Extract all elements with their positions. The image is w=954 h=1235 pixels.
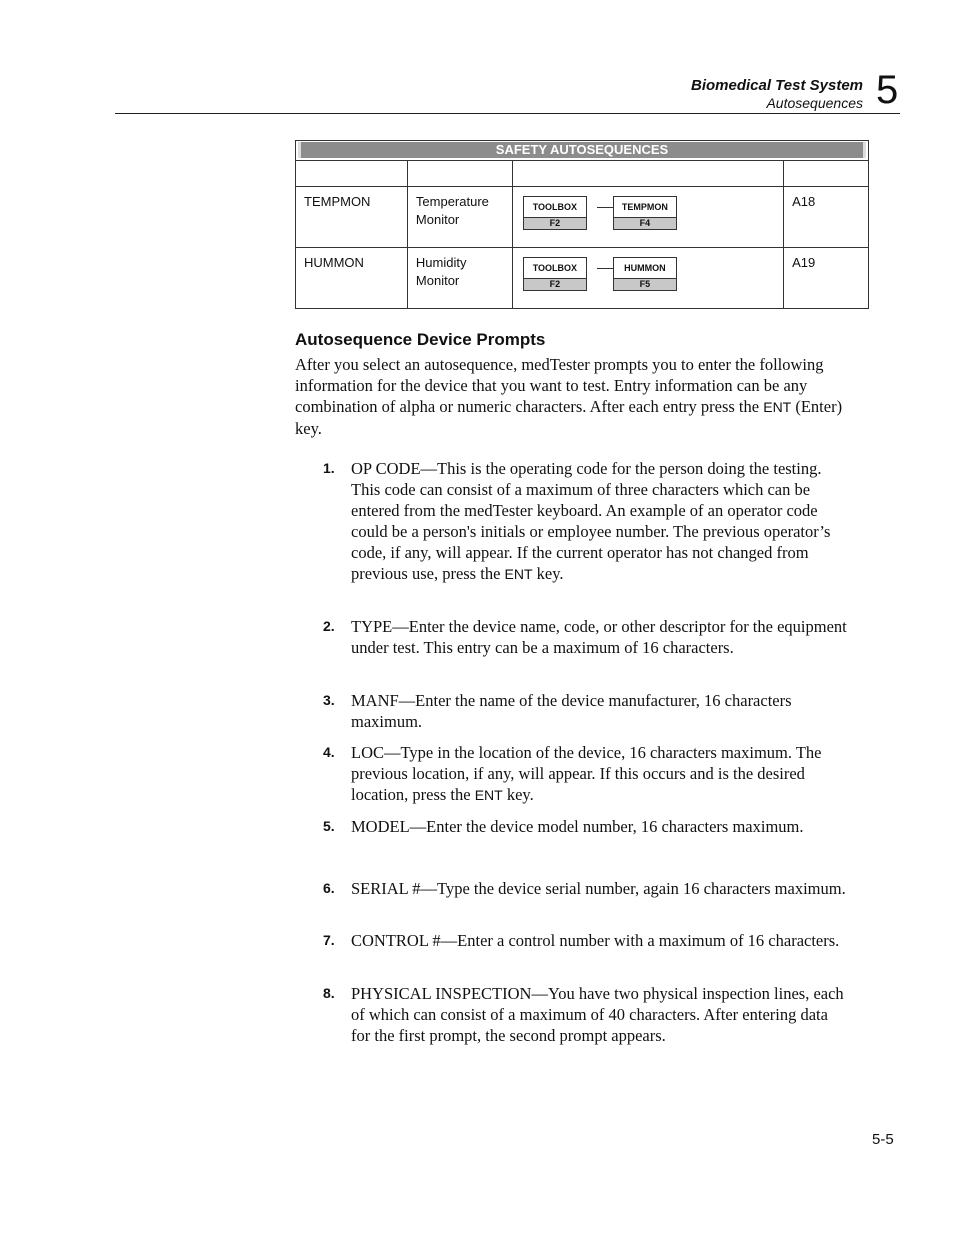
step-text: SERIAL #—Type the device serial number, again 16 characters maximum.: [351, 879, 846, 898]
safety-autosequences-table: [295, 140, 869, 309]
toolbox-key: TOOLBOX F2: [523, 196, 587, 231]
step-number: 3.: [323, 692, 335, 708]
table-row: [296, 248, 869, 309]
ent-key-label: ENT: [763, 399, 792, 415]
page-number: 5-5: [872, 1131, 894, 1148]
table-title: SAFETY AUTOSEQUENCES: [298, 142, 866, 158]
step-number: 5.: [323, 818, 335, 834]
step-text: OP CODE—This is the operating code for the person doing the testing. This code can consist of a maximum of three characters which can be entered from the medTester keyboard. An example of an operator code could be a person's initials or employee number. The previous operator’s code, if any, will appear. If the current operator has not changed from previous use, press the ENT key.: [351, 459, 831, 583]
ent-key-label: ENT: [474, 787, 503, 803]
ent-key-label: ENT: [504, 566, 533, 582]
toolbox-key: TOOLBOX F2: [523, 257, 587, 292]
step-number: 1.: [323, 460, 335, 476]
header-rule: [115, 113, 900, 114]
intro-paragraph: After you select an autosequence, medTester prompts you to enter the following information for the device that you want to test. Entry information can be any combination of alpha or numeric characters. After each entry press the ENT (Enter) key.: [295, 355, 843, 438]
table-row: [296, 187, 869, 248]
step-number: 2.: [323, 618, 335, 634]
step-text: TYPE—Enter the device name, code, or other descriptor for the equipment under test. This entry can be a maximum of 16 characters.: [351, 617, 847, 657]
autosequence-name: HUMMON: [296, 248, 408, 309]
section-heading: Autosequence Device Prompts: [295, 330, 546, 349]
step-text: LOC—Type in the location of the device, 16 characters maximum. The previous location, if any, will appear. If this occurs and is the desired location, press the ENT key.: [351, 743, 822, 804]
table-header-row: [296, 161, 869, 187]
key-sequence: [512, 248, 783, 309]
appendix-reference: A18: [784, 187, 869, 248]
step-text: PHYSICAL INSPECTION—You have two physical inspection lines, each of which can consist of a maximum of 40 characters. After entering data for the first prompt, the second prompt appears.: [351, 984, 844, 1045]
step-number: 8.: [323, 985, 335, 1001]
step-number: 7.: [323, 932, 335, 948]
autosequence-description: Temperature Monitor: [407, 187, 512, 248]
autosequence-name: TEMPMON: [296, 187, 408, 248]
tempmon-key: TEMPMON F4: [613, 196, 677, 231]
step-number: 6.: [323, 880, 335, 896]
autosequence-description: Humidity Monitor: [407, 248, 512, 309]
hummon-key: HUMMON F5: [613, 257, 677, 292]
step-text: CONTROL #—Enter a control number with a maximum of 16 characters.: [351, 931, 840, 950]
key-sequence: [512, 187, 783, 248]
chapter-number: 5: [876, 68, 899, 112]
step-number: 4.: [323, 744, 335, 760]
step-text: MANF—Enter the name of the device manufacturer, 16 characters maximum.: [351, 691, 792, 731]
step-text: MODEL—Enter the device model number, 16 characters maximum.: [351, 817, 804, 836]
table-title-cell: [296, 141, 869, 161]
appendix-reference: A19: [784, 248, 869, 309]
running-header-title: Biomedical Test System: [690, 77, 863, 94]
running-header-subtitle: Autosequences: [766, 95, 863, 111]
